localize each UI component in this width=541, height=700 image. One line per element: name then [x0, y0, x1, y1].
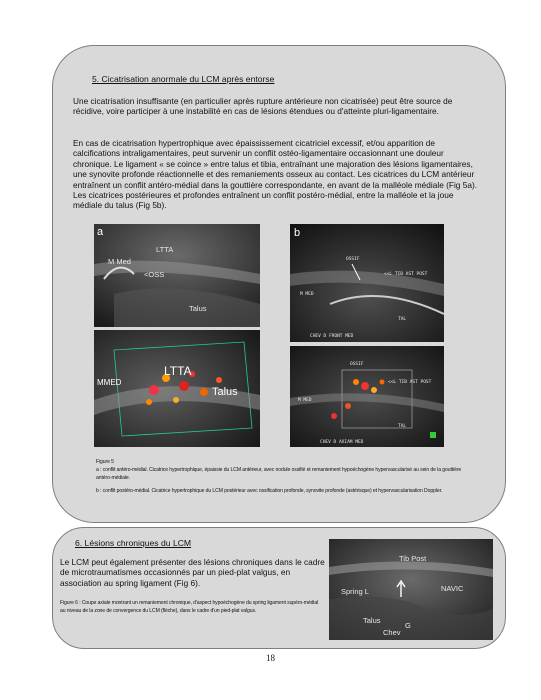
figure-5b2-label-tal: TAL — [398, 424, 407, 429]
figure-6-label-navic: NAVIC — [441, 584, 464, 593]
figure-5b2-footer: CHEV D AXIAM MED — [320, 440, 364, 445]
figure-5a-label-talus: Talus — [189, 304, 207, 313]
figure-5a-ultrasound — [94, 224, 260, 327]
figure-5b-label-tal: TAL — [398, 317, 407, 322]
figure-5b2-label-tib: <<L TIB AST POST — [388, 380, 432, 385]
figure-6-ultrasound — [329, 539, 493, 640]
figure-5a2-label-talus: Talus — [212, 386, 238, 398]
section-6-heading: 6. Lésions chroniques du LCM — [75, 538, 192, 548]
section-5-heading: 5. Cicatrisation anormale du LCM après entorse — [92, 74, 275, 84]
section-5-paragraph-2: En cas de cicatrisation hypertrophique avec épaississement cicatriciel excessif, et/ou apparition de calcifications intraligamentaires, peut survenir un conflit ostéo-ligamentaire occasionnant une douleur chronique. Le ligament « se coince » entre talus et tibia, entraînant une majoration des lésions ligamentaires, une synovite profonde réactionnelle et des remaniements osseux au contact. Les cicatrices du LCM antérieur entraînent un conflit antéro-médial dans la gouttière correspondante, en avant de la malléole médiale (Fig 5a). Les cicatrices postérieures et profondes entraînent un conflit postéro-médial, entre la malléole et la joue médiale du talus (Fig 5b). — [73, 138, 478, 211]
figure-5a-doppler — [94, 330, 260, 447]
figure-6-label-tibpost: Tib Post — [399, 554, 427, 563]
figure-5b-doppler — [290, 346, 444, 447]
figure-5b-footer: CHEV D FRONT MED — [310, 334, 354, 339]
section-5-paragraph-1: Une cicatrisation insuffisante (en particulier après rupture antérieure non cicatrisée) peut être source de récidive, voire participer à une instabilité en cas de lésions étendues ou d'atteinte pluri-ligamentaire. — [73, 96, 453, 117]
page-number: 18 — [266, 653, 275, 663]
figure-5a-label-mmed: M Med — [108, 257, 131, 266]
figure-5b-label-ossif: OSSIF — [346, 257, 360, 262]
figure-6-label-g: G — [405, 621, 411, 630]
figure-6-label-spring: Spring L — [341, 587, 369, 596]
figure-5-caption-a: a : conflit antéro-médial. Cicatrice hypertrophique, épaissie du LCM antérieur, avec nodule ossifié et remaniement hypoéchogène hypervascularisé au sein de la gouttière antéro-médiale. — [96, 467, 462, 481]
figure-6-caption: Figure 6 : Coupe axiale montrant un remaniement chronique, d'aspect hypoéchogène du spring ligament supéro-médial au niveau de la zone de convergence du LCM (flèche), dans le cadre d'un pied-plat valgus. — [60, 600, 319, 614]
figure-5a-letter: a — [97, 226, 104, 238]
figure-5b2-label-ossif: OSSIF — [350, 362, 364, 367]
figure-5a-label-oss: <OSS — [144, 270, 165, 279]
figure-6-label-talus: Talus — [363, 616, 381, 625]
figure-5a-label-ltta: LTTA — [156, 245, 174, 254]
figure-5-caption-b: b : conflit postéro-médial. Cicatrice hypertrophique du LCM postérieur avec ossification profonde, synovite profonde (astérisque) et hypervascularisation Doppler. — [96, 488, 443, 494]
figure-5b-label-tib: <<L TIB AST POST — [384, 272, 428, 277]
figure-5a2-label-mmed: MMED — [97, 378, 122, 387]
figure-5b-letter: b — [294, 227, 301, 239]
figure-5b2-label-mmed: M MED — [298, 398, 312, 403]
figure-6-label-chev: Chev — [383, 628, 401, 637]
figure-5a2-label-ltta: LTTA — [164, 364, 192, 378]
figure-5b-ultrasound — [290, 224, 444, 342]
section-6-paragraph: Le LCM peut également présenter des lésions chroniques dans le cadre de microtraumatismes occasionnés par un pied-plat valgus, en association au spring ligament (Fig 6). — [60, 557, 325, 588]
figure-5-caption-title: Figure 5 — [96, 459, 114, 465]
figure-5b-label-mmed: M MED — [300, 292, 314, 297]
